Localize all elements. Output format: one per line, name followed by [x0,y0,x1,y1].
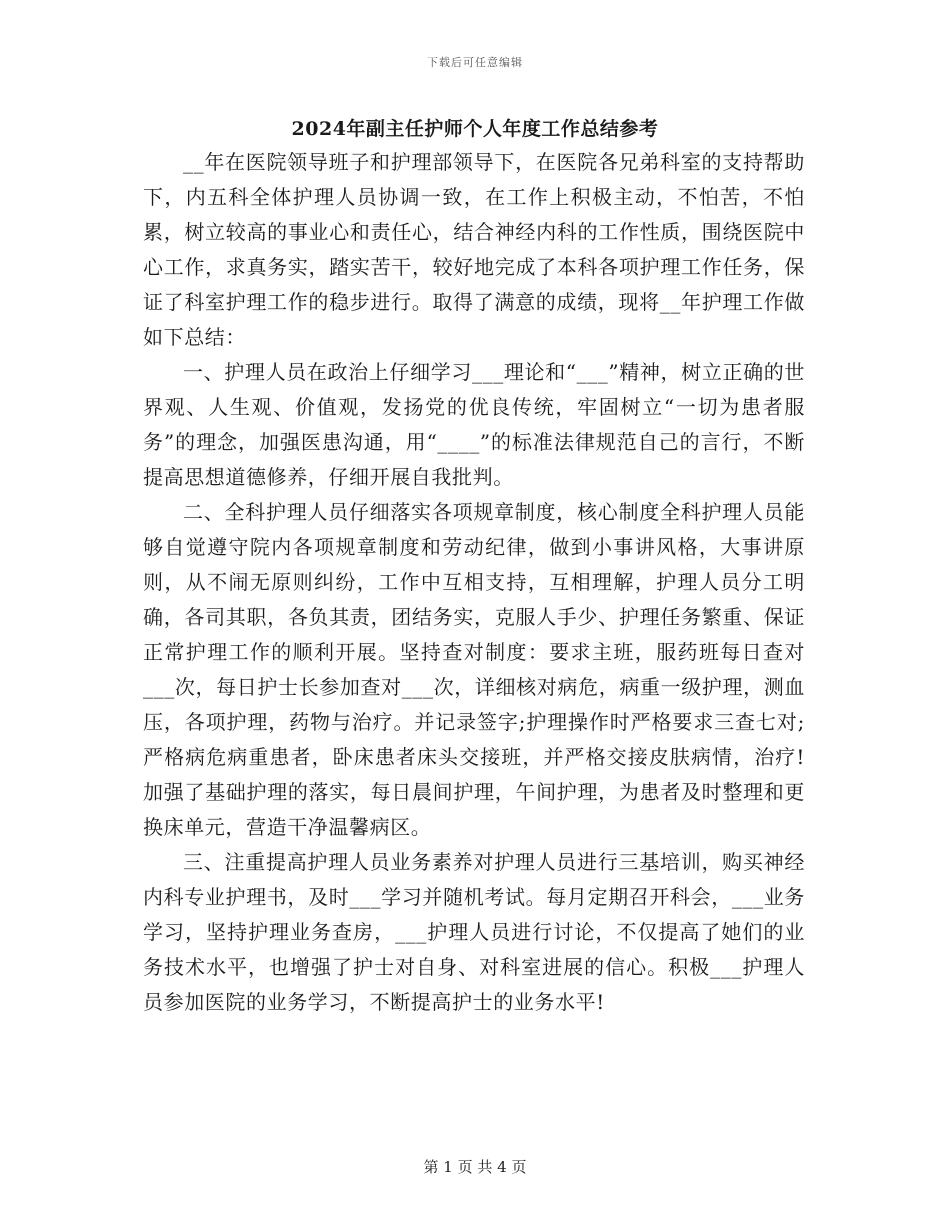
paragraph-intro: __年在医院领导班子和护理部领导下，在医院各兄弟科室的支持帮助下，内五科全体护理人员协调一致，在工作上积极主动，不怕苦，不怕累，树立较高的事业心和责任心，结合神经内科的工作性质，围绕医院中心工作，求真务实，踏实苦干，较好地完成了本科各项护理工作任务，保证了科室护理工作的稳步进行。取得了满意的成绩，现将__年护理工作做如下总结： [143,150,805,349]
paragraph-section-3: 三、注重提高护理人员业务素养对护理人员进行三基培训，购买神经内科专业护理书，及时___学习并随机考试。每月定期召开科会，___业务学习，坚持护理业务查房，___护理人员进行讨论，不仅提高了她们的业务技术水平，也增强了护士对自身、对科室进展的信心。积极___护理人员参加医院的业务学习，不断提高护士的业务水平! [143,850,805,1014]
paragraph-section-2: 二、全科护理人员仔细落实各项规章制度，核心制度全科护理人员能够自觉遵守院内各项规章制度和劳动纪律，做到小事讲风格，大事讲原则，从不闹无原则纠纷，工作中互相支持，互相理解，护理人员分工明确，各司其职，各负其责，团结务实，克服人手少、护理任务繁重、保证正常护理工作的顺利开展。坚持查对制度：要求主班，服药班每日查对___次，每日护士长参加查对___次，详细核对病危，病重一级护理，测血压，各项护理，药物与治疗。并记录签字;护理操作时严格要求三查七对;严格病危病重患者，卧床患者床头交接班，并严格交接皮肤病情，治疗!加强了基础护理的落实，每日晨间护理，午间护理，为患者及时整理和更换床单元，营造干净温馨病区。 [143,500,805,839]
document-body [143,145,805,1020]
document-title: 2024年副主任护师个人年度工作总结参考 [291,118,659,140]
page-number: 第 1 页 共 4 页 [423,1158,527,1176]
download-note: 下载后可任意编辑 [427,56,523,69]
paragraph-section-1: 一、护理人员在政治上仔细学习___理论和“___”精神，树立正确的世界观、人生观、价值观，发扬党的优良传统，牢固树立“一切为患者服务”的理念，加强医患沟通，用“____”的标准法律规范自己的言行，不断提高思想道德修养，仔细开展自我批判。 [143,360,805,489]
